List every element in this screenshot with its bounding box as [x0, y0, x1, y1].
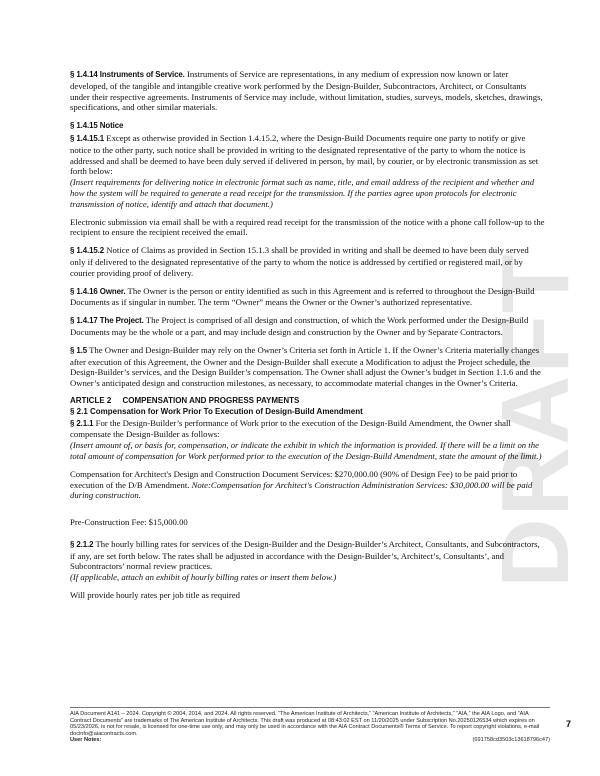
section-text: Except as otherwise provided in Section 1.4.15.2, where the Design-Build Documents require one party to notify or give notice to the other party, such notice shall be provided in writing to the designated representative of the party to whom the notice is addressed and shall be deemed to have been duly served if delivered in person, by mail, by courier, or by electronic transmission as set forth below: — [70, 132, 539, 177]
inserted-text: Pre-Construction Fee: $15,000.00 — [70, 517, 188, 528]
section-label: § 1.5 — [70, 345, 88, 355]
section-text: The Owner and Design-Builder may rely on the Owner’s Criteria set forth in Article 1. If the Owner’s Criteria materially changes after execution of this Agreement, the Owner and the Design-Builder shall execute a Modification to adjust the Project schedule, the Design-Builder’s services, and the Design Builder’s compensation. The Owner shall adjust the Owner’s budget in Section 1.1.6 and the Owner’s anticipated design and construction milestones, as necessary, to accommodate material changes in the Owner’s Criteria. — [70, 344, 541, 389]
inserted-text: Will provide hourly rates per job title as required — [70, 590, 240, 601]
document-body — [70, 69, 546, 608]
section-1-4-14 — [70, 69, 546, 113]
section-2-1-1 — [70, 418, 546, 462]
section-text: Instruments of Service are representations, in any medium of expression now known or later developed, of the tangible and intangible creative work performed by the Design-Builder, Subcontractors, Architect, or Consultants under their respective agreements. Instruments of Service may include, without limitation, studies, surveys, models, sketches, drawings, specifications, and other similar materials. — [70, 69, 543, 113]
page-number: 7 — [566, 719, 572, 729]
section-1-4-15-heading — [70, 120, 546, 132]
copyright-text: AIA Document A141 – 2024. Copyright © 2004, 2014, and 2024. All rights reserved. “The American Institute of Architects,” “American Institute of Architects,” “AIA,” the AIA Logo, and “AIA Contract Documents” are trademarks of The American Institute of Architects. This draft was produced at 08:43:02 EST on 11/20/2025 under Subscription No.20250126534 which expires on 05/23/2026, is not for resale, is licensed for one-time use only, and may only be used in accordance with the AIA Contract Documents® Terms of Service. To report copyright violations, e-mail docinfo@aiacontracts.com. — [70, 711, 540, 737]
section-text: For the Design-Builder’s performance of Work prior to the execution of the Design-Build Amendment, the Owner shall compensate the Design-Builder as follows: — [70, 417, 511, 440]
section-label: § 1.4.14 Instruments of Service. — [70, 70, 185, 79]
notice-insert-text — [70, 217, 546, 239]
preconstruction-fee — [70, 517, 546, 528]
inserted-text: Electronic submission via email shall be with a required read receipt for the transmission of the notice with a phone call follow-up to the recipient to ensure the recipient received the email. — [70, 216, 545, 238]
section-text: Notice of Claims as provided in Section 15.1.3 shall be provided in writing and shall be deemed to have been duly served only if delivered to the designated representative of the party to whom the notice is addressed by certified or registered mail, or by courier providing proof of delivery. — [70, 245, 529, 278]
section-label: § 2.1.1 — [70, 418, 94, 428]
section-1-4-16 — [70, 286, 546, 309]
hourly-rates-insert — [70, 590, 546, 601]
inserted-note: Note:Compensation for Architect's Construction Administration Services: $30,000.00 will be paid during construction. — [70, 479, 533, 501]
footer-notes-row — [70, 737, 550, 744]
section-2-1-2 — [70, 539, 546, 583]
instruction-text: (Insert amount of, or basis for, compensation, or indicate the exhibit in which the information is provided. If there will be a limit on the total amount of compensation for Work performed prior to the execution of the Design-Build Amendment, state the amount of the limit.) — [70, 440, 542, 461]
section-text: The Owner is the person or entity identified as such in this Agreement and is referred to throughout the Design-Build Documents as if singular in number. The term “Owner” means the Owner or the Owner’s authorized representative. — [70, 285, 535, 308]
section-label: § 1.4.15.1 — [70, 133, 105, 143]
user-notes-label: User Notes: — [70, 737, 102, 743]
section-text: The Project is comprised of all design and construction, of which the Work performed under the Design-Build Documents may be the whole or a part, and may include design and construction by the Owner and by Separate Contractors. — [70, 315, 529, 337]
draft-watermark: DRAFT — [482, 252, 589, 588]
section-2-1-heading: § 2.1 Compensation for Work Prior To Execution of Design-Build Amendment — [70, 406, 363, 416]
section-label: § 1.4.16 Owner. — [70, 286, 126, 296]
instruction-text: (If applicable, attach an exhibit of hourly billing rates or insert them below.) — [70, 572, 337, 583]
section-1-4-17 — [70, 315, 546, 338]
section-label: § 1.4.15.2 — [70, 246, 105, 256]
section-label: § 2.1.2 — [70, 539, 94, 549]
section-1-5 — [70, 345, 546, 389]
section-heading: § 1.4.15 Notice — [70, 121, 124, 131]
section-1-4-15-2 — [70, 245, 546, 278]
compensation-insert-text — [70, 469, 546, 501]
copyright-footer — [70, 707, 550, 744]
document-id: (691758cd3503c13618796c47) — [472, 737, 550, 743]
section-label: § 1.4.17 The Project. — [70, 316, 144, 326]
article-2-heading: ARTICLE 2 COMPENSATION AND PROGRESS PAYMENTS — [70, 395, 300, 405]
section-1-4-15-1 — [70, 133, 546, 210]
section-text: The hourly billing rates for services of the Design-Builder and the Design-Builder’s Architect, Consultants, and Subcontractors, if any, are set forth below. The rates shall be adjusted in accordance with the Design-Builder’s, Architect’s, Consultants’, and Subcontractors’ normal review practices. — [70, 538, 540, 572]
instruction-text: (Insert requirements for delivering notice in electronic format such as name, title, and email address of the recipient and whether and how the system will be required to generate a read receipt for the transmission. If the parties agree upon protocols for electronic transmission of notice, identify and attach that document.) — [70, 177, 535, 209]
inserted-text: Compensation for Architect's Design and Construction Document Services: $270,000.00 (90% of Design Fee) to be paid prior to execution of the D/B Amendment. — [70, 468, 518, 490]
